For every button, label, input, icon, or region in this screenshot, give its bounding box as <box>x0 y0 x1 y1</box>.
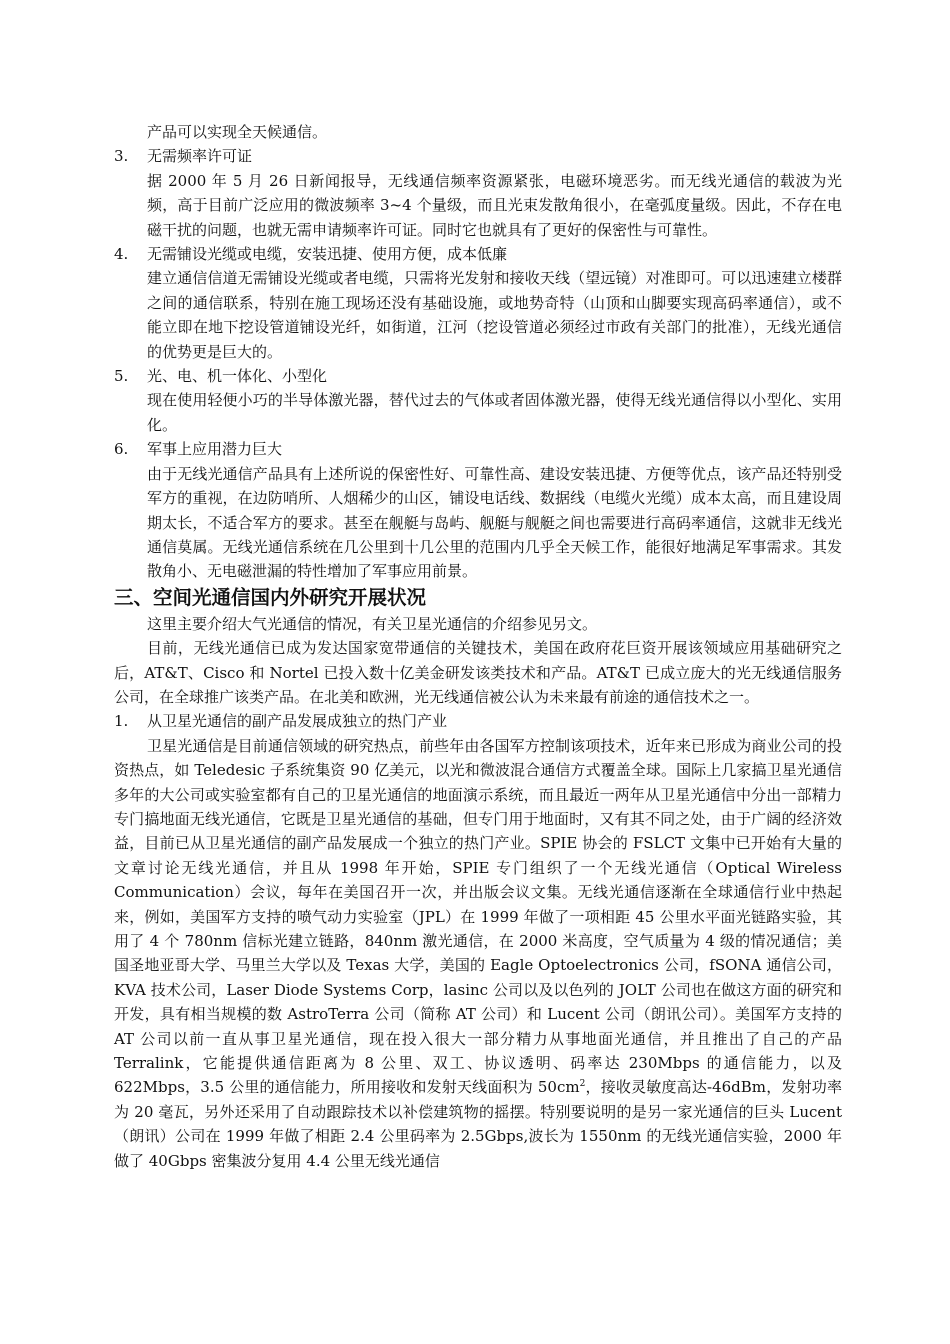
intro-paragraph-2: 目前，无线光通信已成为发达国家宽带通信的关键技术，美国在政府花巨资开展该领域应用基础研究之后，AT&T、Cisco 和 Nortel 已投入数十亿美金研发该类技术和产品。AT&T 已成立庞大的光无线通信服务公司，在全球推广该类产品。在北美和欧洲，光无线通信被公认为未来最有前途的通信技术之一。 <box>114 639 842 706</box>
subsection-1-title <box>114 709 842 733</box>
advantage-item-6 <box>114 437 842 583</box>
item-title: 军事上应用潜力巨大 <box>147 440 283 459</box>
advantage-item-3 <box>114 144 842 242</box>
intro-paragraph-1: 这里主要介绍大气光通信的情况，有关卫星光通信的介绍参见另文。 <box>147 614 598 633</box>
item-number: 5. <box>114 367 129 386</box>
advantage-item-5 <box>114 364 842 437</box>
page-content <box>114 120 842 1173</box>
body-text-part2: ，接收灵敏度高达-46dBm，发射功率为 20 毫瓦，另外还采用了自动跟踪技术以补偿建筑物的摇摆。特别要说明的是另一家光通信的巨头 Lucent（朗讯）公司在 1999 年做了相距 2.4 公里码率为 2.5Gbps,波长为 1550nm 的无线光通信实验，2000 年做了 40Gbps 密集波分复用 4.4 公里无线光通信 <box>114 1078 842 1170</box>
item-body: 由于无线光通信产品具有上述所说的保密性好、可靠性高、建设安装迅捷、方便等优点，该产品还特别受军方的重视，在边防哨所、人烟稀少的山区，铺设电话线、数据线（电缆火光缆）成本太高，而且建设周期太长，不适合军方的要求。甚至在舰艇与岛屿、舰艇与舰艇之间也需要进行高码率通信，这就非无线光通信莫属。无线光通信系统在几公里到十几公里的范围内几乎全天候工作，能很好地满足军事需求。其发散角小、无电磁泄漏的特性增加了军事应用前景。 <box>147 464 842 581</box>
item-title: 无需频率许可证 <box>147 147 253 166</box>
subsection-title: 从卫星光通信的副产品发展成独立的热门产业 <box>147 712 448 731</box>
item-number: 3. <box>114 147 129 166</box>
item-title: 光、电、机一体化、小型化 <box>147 367 328 386</box>
paragraph-tail: 产品可以实现全天候通信。 <box>147 123 328 141</box>
item-number: 6. <box>114 440 129 459</box>
body-text-part1: 卫星光通信是目前通信领域的研究热点，前些年由各国军方控制该项技术，近年来已形成为商业公司的投资热点，如 Teledesic 子系统集资 90 亿美元，以光和微波混合通信方式覆盖全球。国际上几家搞卫星光通信多年的大公司或实验室都有自己的卫星光通信的地面演示系统，而且最近一两年从卫星光通信中分出一部精力专门搞地面无线光通信，它既是卫星光通信的基础，但专门用于地面时，又有其不同之处，由于广阔的经济效益，目前已从卫星光通信的副产品发展成一个独立的热门产业。SPIE 协会的 FSLCT 文集中已开始有大量的文章讨论无线光通信，并且从 1998 年开始，SPIE 专门组织了一个无线光通信（Optical Wireless Communication）会议，每年在美国召开一次，并出版会议文集。无线光通信逐渐在全球通信行业中热起来，例如，美国军方支持的喷气动力实验室（JPL）在 1999 年做了一项相距 45 公里水平面光链路实验，其用了 4 个 780nm 信标光建立链路，840nm 激光通信，在 2000 米高度，空气质量为 4 级的情况通信；美国圣地亚哥大学、马里兰大学以及 Texas 大学，美国的 Eagle Optoelectronics 公司，fSONA 通信公司，KVA 技术公司，Laser Diode Systems Corp，lasinc 公司以及以色列的 JOLT 公司也在做这方面的研究和开发，具有相当规模的数 AstroTerra 公司（简称 AT 公司）和 Lucent 公司（朗讯公司）。美国军方支持的 AT 公司以前一直从事卫星光通信，现在投入很大一部分精力从事地面光通信，并且推出了自己的产品 Terralink，它能提供通信距离为 8 公里、双工、协议透明、码率达 230Mbps 的通信能力，以及 622Mbps，3.5 公里的通信能力，所用接收和发射天线面积为 50cm <box>114 736 842 1097</box>
subsection-number: 1. <box>114 712 129 731</box>
item-number: 4. <box>114 245 129 264</box>
item-body: 据 2000 年 5 月 26 日新闻报导，无线通信频率资源紧张，电磁环境恶劣。而无线光通信的载波为光频，高于目前广泛应用的微波频率 3~4 个量级，而且光束发散角很小，在毫弧度量级。因此，不存在电磁干扰的问题，也就无需申请频率许可证。同时它也就具有了更好的保密性与可靠性。 <box>147 171 842 239</box>
body-paragraph <box>114 734 842 1173</box>
item-body: 建立通信信道无需铺设光缆或者电缆，只需将光发射和接收天线（望远镜）对准即可。可以迅速建立楼群之间的通信联系，特别在施工现场还没有基础设施，或地势奇特（山顶和山脚要实现高码率通信），或不能立即在地下挖设管道铺设光纤，如街道，江河（挖设管道必须经过市政有关部门的批准），无线光通信的优势更是巨大的。 <box>147 269 842 361</box>
advantage-item-4 <box>114 242 842 364</box>
item-body: 现在使用轻便小巧的半导体激光器，替代过去的气体或者固体激光器，使得无线光通信得以小型化、实用化。 <box>147 391 842 434</box>
superscript: 2 <box>579 1079 586 1090</box>
item-title: 无需铺设光缆或电缆，安装迅捷、使用方便，成本低廉 <box>147 245 508 264</box>
section-heading: 三、空间光通信国内外研究开展状况 <box>114 585 427 609</box>
